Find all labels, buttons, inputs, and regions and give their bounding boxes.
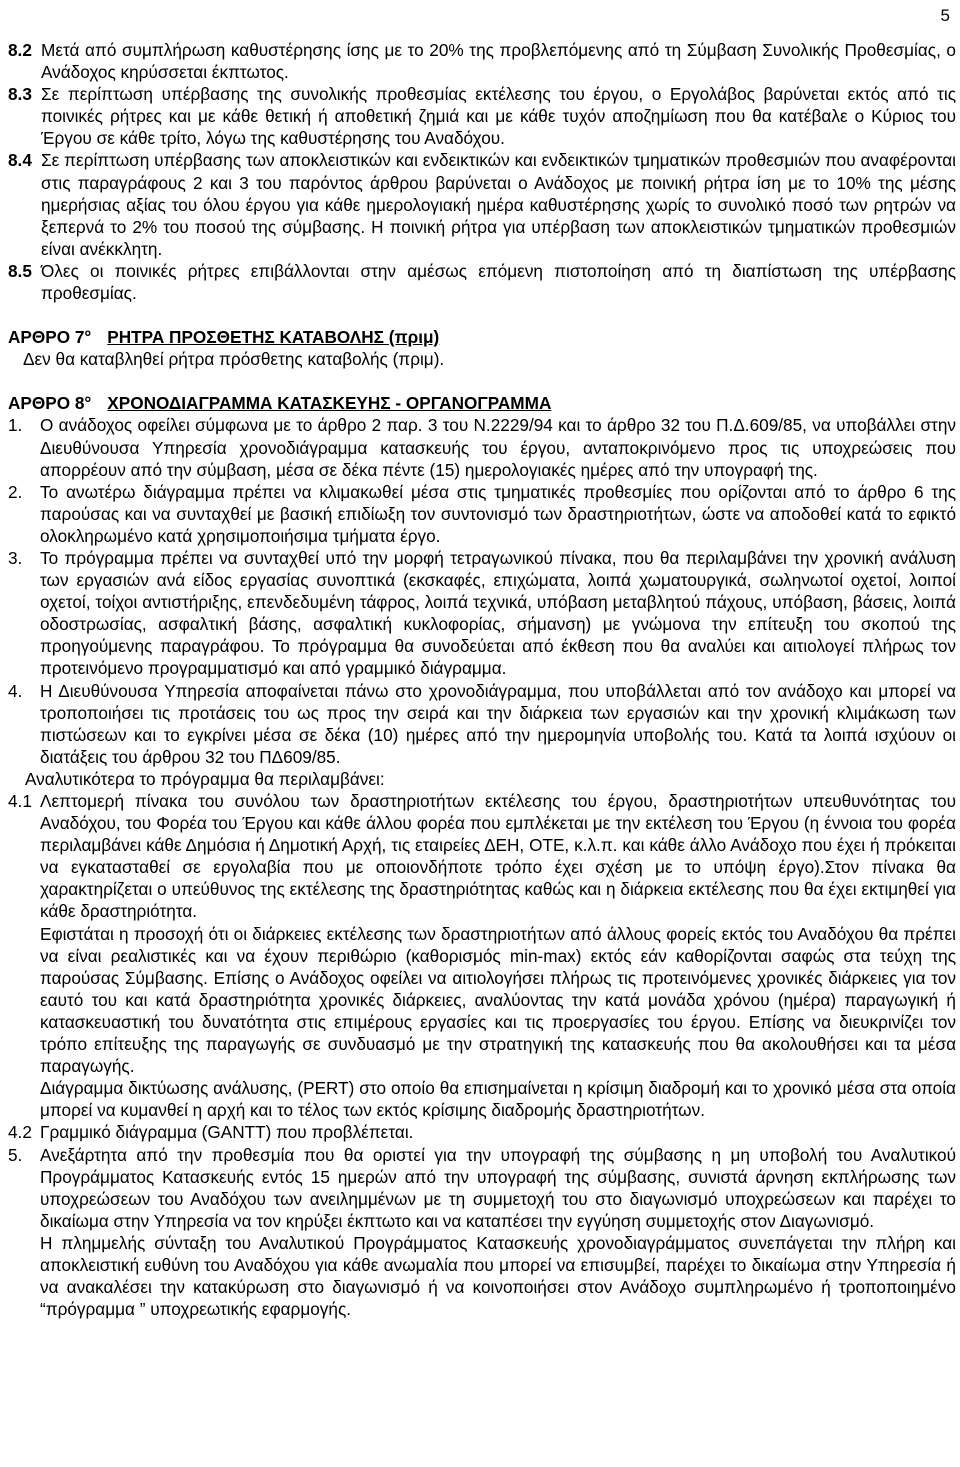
item-continuation: Η πλημμελής σύνταξη του Αναλυτικού Προγράμματος Κατασκευής χρονοδιαγράμματος συνεπάγεται την πλήρη και αποκλειστική ευθύνη του Αναδόχου για κάθε ανωμαλία που μπορεί να επισυμβεί, παρέχει το δικαίωμα στην Υπηρεσία ή να ανακαλέσει την κατακύρωση στο διαγωνισμό ή να κοινοποιήσει στον Ανάδοχο συμπληρωμένο ή τροποποιημένο “πρόγραμμα ” υποχρεωτικής εφαρμογής.: [40, 1232, 956, 1320]
article-title: ΡΗΤΡΑ ΠΡΟΣΘΕΤΗΣ ΚΑΤΑΒΟΛΗΣ (πριμ): [107, 327, 440, 348]
list-item: [8, 1144, 956, 1232]
item-number: 4.1: [8, 791, 32, 811]
item-text: Λεπτομερή πίνακα του συνόλου των δραστηριοτήτων εκτέλεσης του έργου, δραστηριοτήτων υπευθυνότητας του Αναδόχου, του Φορέα του Έργου και κάθε άλλου φορέα που εμπλέκεται με την εκτέλεση του Έργου (η έννοια του φορέα περιλαμβάνει κάθε Δημόσια ή Δημοτική Αρχή, τις εταιρείες ΔΕΗ, ΟΤΕ, κ.λ.π. και κάθε άλλο Ανάδοχο που έχει ή πρόκειται να εγκατασταθεί σε εργολαβία που με οποιονδήποτε τρόπο έχει σχέση με το υπόψη έργο).Στον πίνακα θα χαρακτηρίζεται ο υπεύθυνος της εκτέλεσης της δραστηριότητας καθώς και η διάρκεια εκτέλεσης που θα έχει εκτιμηθεί για κάθε δραστηριότητα.: [40, 791, 956, 922]
item-text: Η Διευθύνουσα Υπηρεσία αποφαίνεται πάνω στο χρονοδιάγραμμα, που υποβάλλεται από τον ανάδοχο και μπορεί να τροποποιήσει τις προτάσεις του ως προς την σειρά και την διάρκεια των εργασιών και την χρονική κλιμάκωση των πιστώσεων και το εγκρίνει μέσα σε δέκα (10) ημέρες από την ημερομηνία υποβολής του. Κατά τα λοιπά ισχύουν οι διατάξεις του άρθρου 32 του ΠΔ609/85.: [40, 680, 956, 767]
spacer: [8, 370, 956, 392]
paragraph-8-2: [8, 39, 956, 83]
item-continuation: Διάγραμμα δικτύωσης ανάλυσης, (PERT) στο οποίο θα επισημαίνεται η κρίσιμη διαδρομή και το χρονικό μέσα στα οποία μπορεί να κυμανθεί η αρχή και το τέλος των εκτός κρίσιμης διαδρομής δραστηριοτήτων.: [40, 1078, 956, 1121]
item-continuation: Εφιστάται η προσοχή ότι οι διάρκειες εκτέλεσης των δραστηριοτήτων από άλλους φορείς εκτός του Αναδόχου θα πρέπει να είναι ρεαλιστικές και να έχουν περιθώριο (καθορισμός min-max) εκτός εάν καθορίζονται σαφώς στα τεύχη της παρούσας Σύμβασης. Επίσης ο Ανάδοχος οφείλει να αιτιολογήσει πλήρως τις προτεινόμενες χρονικές διάρκειες για τον εαυτό του και κατά δραστηριότητα χρονικές διάρκειες, αναλύοντας την κατά μονάδα χρόνου (ημέρα) παραγωγική ή κατασκευαστική του δυνατότητα στις επιμέρους εργασίες και τις προεργασίες του έργου. Επίσης να διευκρινίζει τον τρόπο επίτευξης της παραγωγής σε συνδυασμό με την στρατηγική της κατασκευής που θα ακολουθήσει και τα μέσα παραγωγής.: [40, 923, 956, 1077]
item-text: Το ανωτέρω διάγραμμα πρέπει να κλιμακωθεί μέσα στις τμηματικές προθεσμίες που ορίζονται από το άρθρο 6 της παρούσας και να συνταχθεί με βασική επιδίωξη τον συντονισμό των δραστηριοτήτων, ώστε να αποδοθεί κατά το εφικτό ολοκληρωμένο κατά χρησιμοποιήσιμα τμήματα έργο.: [40, 481, 956, 546]
page-number: 5: [940, 6, 950, 25]
paragraph-text: Μετά από συμπλήρωση καθυστέρησης ίσης με το 20% της προβλεπόμενης από τη Σύμβαση Συνολικής Προθεσμίας, ο Ανάδοχος κηρύσσεται έκπτωτος.: [41, 40, 956, 83]
article-label: ΑΡΘΡΟ 7°: [8, 327, 92, 348]
paragraph-8-3: [8, 83, 956, 149]
paragraph-number: 8.2: [8, 40, 32, 60]
item-text: Ανεξάρτητα από την προθεσμία που θα οριστεί για την υπογραφή της σύμβασης η μη υποβολή του Αναλυτικού Προγράμματος Κατασκευής εντός 15 ημερών από την υπογραφή της σύμβασης, συνιστά άρνηση εκπλήρωσης των υποχρεώσεων του Αναδόχου των ανειλημμένων με τη συμμετοχή του στο διαγωνισμό υποχρεώσεων και παρέχει το δικαίωμα στην Υπηρεσία να τον κηρύξει έκπτωτο και να καταπέσει την εγγύηση συμμετοχής στον Διαγωνισμό.: [40, 1144, 956, 1231]
item-number: 1.: [8, 415, 23, 436]
document-body: [8, 39, 956, 1320]
list-item: [8, 790, 956, 923]
item-number: 4.2: [8, 1122, 32, 1143]
item-text: Ο ανάδοχος οφείλει σύμφωνα με το άρθρο 2 παρ. 3 του Ν.2229/94 και το άρθρο 32 του Π.Δ.609/85, να υποβάλλει στην Διευθύνουσα Υπηρεσία χρονοδιάγραμμα κατασκευής του έργου, ανταποκρινόμενο προς τις υποχρεώσεις που απορρέουν από την σύμβαση, μέσα σε δέκα πέντε (15) ημερολογιακές ημέρες από την υπογραφή της.: [40, 415, 956, 480]
article-7-body: Δεν θα καταβληθεί ρήτρα πρόσθετης καταβολής (πριμ).: [23, 349, 445, 370]
item-text: Γραμμικό διάγραμμα (GANTT) που προβλέπεται.: [40, 1122, 414, 1143]
analytic-intro: Αναλυτικότερα το πρόγραμμα θα περιλαμβάνει:: [25, 768, 385, 789]
paragraph-8-4: [8, 149, 956, 259]
item-number: 5.: [8, 1144, 23, 1165]
paragraph-text: Όλες οι ποινικές ρήτρες επιβάλλονται στην αμέσως επόμενη πιστοποίηση από τη διαπίστωση της υπέρβασης προθεσμίας.: [41, 260, 956, 304]
paragraph-text: Σε περίπτωση υπέρβασης των αποκλειστικών και ενδεικτικών και ενδεικτικών τμηματικών προθεσμιών που αναφέρονται στις παραγράφους 2 και 3 του παρόντος άρθρου βαρύνεται ο Ανάδοχος με ποινική ρήτρα ίση με το 10% της μέσης ημερήσιας αξίας του όλου έργου για κάθε ημερολογιακή ημέρα καθυστέρησης χωρίς το συνολικό ποσό των ρητρών να ξεπερνά το 2% του ποσού της σύμβασης. Η ποινική ρήτρα για υπέρβαση των αποκλειστικών τμηματικών προθεσμιών είναι ανέκκλητη.: [41, 150, 956, 259]
item-number: 3.: [8, 547, 23, 568]
paragraph-text: Σε περίπτωση υπέρβασης της συνολικής προθεσμίας εκτέλεσης του έργου, ο Εργολάβος βαρύνεται εκτός από τις ποινικές ρήτρες και με κάθε θετική ή αποθετική ζημιά και με κάθε τυχόν αποζημίωση που θα κατέβαλε ο Κύριος του Έργου σε κάθε τρίτο, λόγω της καθυστέρησης του Αναδόχου.: [41, 84, 956, 149]
list-item: [8, 414, 956, 480]
list-item: [8, 680, 956, 768]
paragraph-number: 8.5: [8, 260, 32, 281]
item-number: 2.: [8, 481, 23, 502]
item-text: Το πρόγραμμα πρέπει να συνταχθεί υπό την μορφή τετραγωνικού πίνακα, που θα περιλαμβάνει την χρονική ανάλυση των εργασιών ανά είδος εργασίας συνοπτικά (εκσκαφές, επιχώματα, λοιπά χωματουργικά, σωληνωτοί οχετοί, λοιποί οχετοί, τοίχοι αντιστήριξης, επενδεδυμένη τάφρος, λοιπά τεχνικά, υπόβαση μεταβλητού πάχους, υπόβαση, βάσεις, λοιπά οδοστρωσίας, ασφαλτική βάσης, ασφαλτική κυκλοφορίας, σήμανση) με γνώμονα την επίτευξη του σκοπού της προηγούμενης παραγράφου. Το πρόγραμμα θα συνοδεύεται από έκθεση που θα αναλύει και αιτιολογεί πλήρως τον προτεινόμενο προγραμματισμό και από γραμμικό διάγραμμα.: [40, 547, 956, 679]
article-label: ΑΡΘΡΟ 8°: [8, 393, 92, 414]
paragraph-number: 8.3: [8, 84, 32, 105]
paragraph-number: 8.4: [8, 150, 32, 171]
article-7-heading: [8, 326, 956, 348]
spacer: [8, 304, 956, 326]
list-item: [8, 547, 956, 680]
item-number: 4.: [8, 680, 23, 701]
article-8-heading: [8, 392, 956, 414]
list-item: [8, 481, 956, 547]
list-item: [8, 1121, 956, 1143]
article-title: ΧΡΟΝΟΔΙΑΓΡΑΜΜΑ ΚΑΤΑΣΚΕΥΗΣ - ΟΡΓΑΝΟΓΡΑΜΜΑ: [107, 393, 552, 414]
paragraph-8-5: [8, 260, 956, 304]
